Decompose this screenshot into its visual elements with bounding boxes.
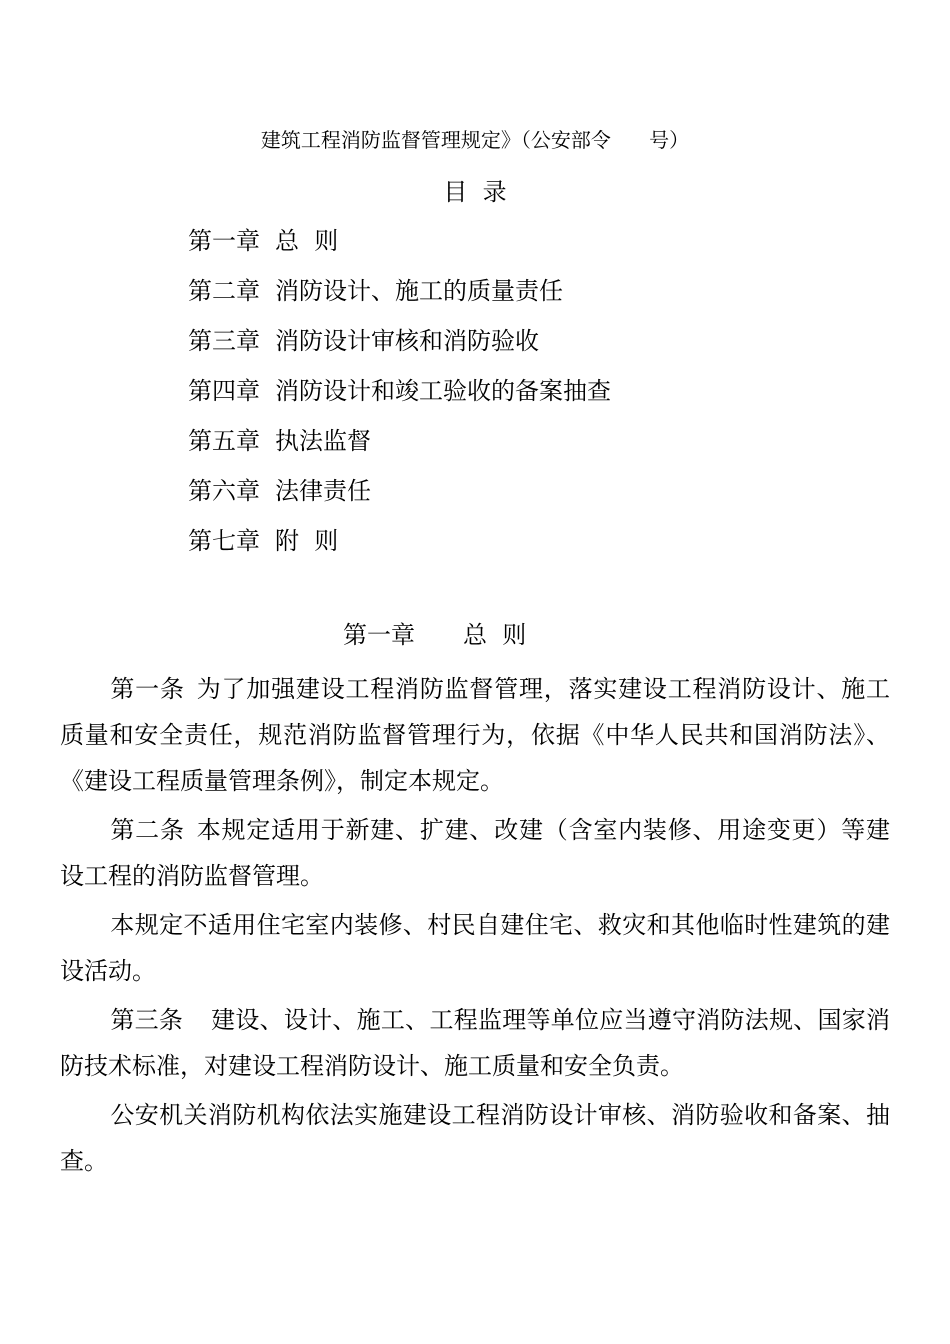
- toc-item-title: 消防设计审核和消防验收: [275, 327, 539, 355]
- toc-item-title: 法律责任: [275, 477, 371, 505]
- toc-item-5: [188, 424, 611, 474]
- toc-item-title: 执法监督: [275, 427, 371, 455]
- toc-item-title: 消防设计和竣工验收的备案抽查: [275, 377, 611, 405]
- toc-item-number: 第五章: [188, 427, 260, 455]
- toc-item-6: [188, 474, 611, 524]
- paragraph-text: 本规定不适用住宅室内装修、村民自建住宅、救灾和其他临时性建筑的建设活动。: [60, 911, 890, 985]
- article-number: 第一条: [110, 675, 185, 703]
- toc-item-7: [188, 524, 611, 574]
- paragraph-text: 建设、设计、施工、工程监理等单位应当遵守消防法规、国家消防技术标准，对建设工程消防设计、施工质量和安全负责。: [60, 1006, 891, 1080]
- article-number: 第三条: [110, 1006, 184, 1034]
- toc-item-3: [188, 324, 611, 374]
- table-of-contents: [188, 224, 611, 574]
- toc-item-4: [188, 374, 611, 424]
- toc-item-number: 第二章: [188, 277, 260, 305]
- toc-item-title: 消防设计、施工的质量责任: [275, 277, 563, 305]
- toc-item-number: 第三章: [188, 327, 260, 355]
- paragraph: [60, 666, 890, 804]
- paragraph-text: 为了加强建设工程消防监督管理，落实建设工程消防设计、施工质量和安全责任，规范消防监督管理行为，依据《中华人民共和国消防法》、《建设工程质量管理条例》，制定本规定。: [60, 675, 891, 795]
- paragraph-text: 本规定适用于新建、扩建、改建（含室内装修、用途变更）等建设工程的消防监督管理。: [60, 816, 891, 890]
- chapter-number: 第一章: [343, 621, 415, 649]
- toc-item-number: 第四章: [188, 377, 260, 405]
- toc-item-2: [188, 274, 611, 324]
- paragraph: [60, 1092, 890, 1184]
- toc-item-title: 总 则: [275, 227, 339, 255]
- chapter-title: 总 则: [463, 621, 527, 649]
- toc-item-title: 附 则: [275, 527, 339, 555]
- article-number: 第二条: [110, 816, 185, 844]
- chapter-heading: [343, 618, 526, 652]
- paragraph: [60, 807, 890, 899]
- document-body: [60, 666, 890, 1187]
- toc-item-number: 第七章: [188, 527, 260, 555]
- toc-item-number: 第六章: [188, 477, 260, 505]
- toc-heading: 目 录: [443, 178, 507, 206]
- paragraph: [60, 997, 890, 1089]
- document-title: 建筑工程消防监督管理规定》（公安部令 号）: [260, 128, 690, 152]
- paragraph-text: 公安机关消防机构依法实施建设工程消防设计审核、消防验收和备案、抽查。: [60, 1101, 890, 1175]
- toc-item-1: [188, 224, 611, 274]
- toc-item-number: 第一章: [188, 227, 260, 255]
- paragraph: [60, 902, 890, 994]
